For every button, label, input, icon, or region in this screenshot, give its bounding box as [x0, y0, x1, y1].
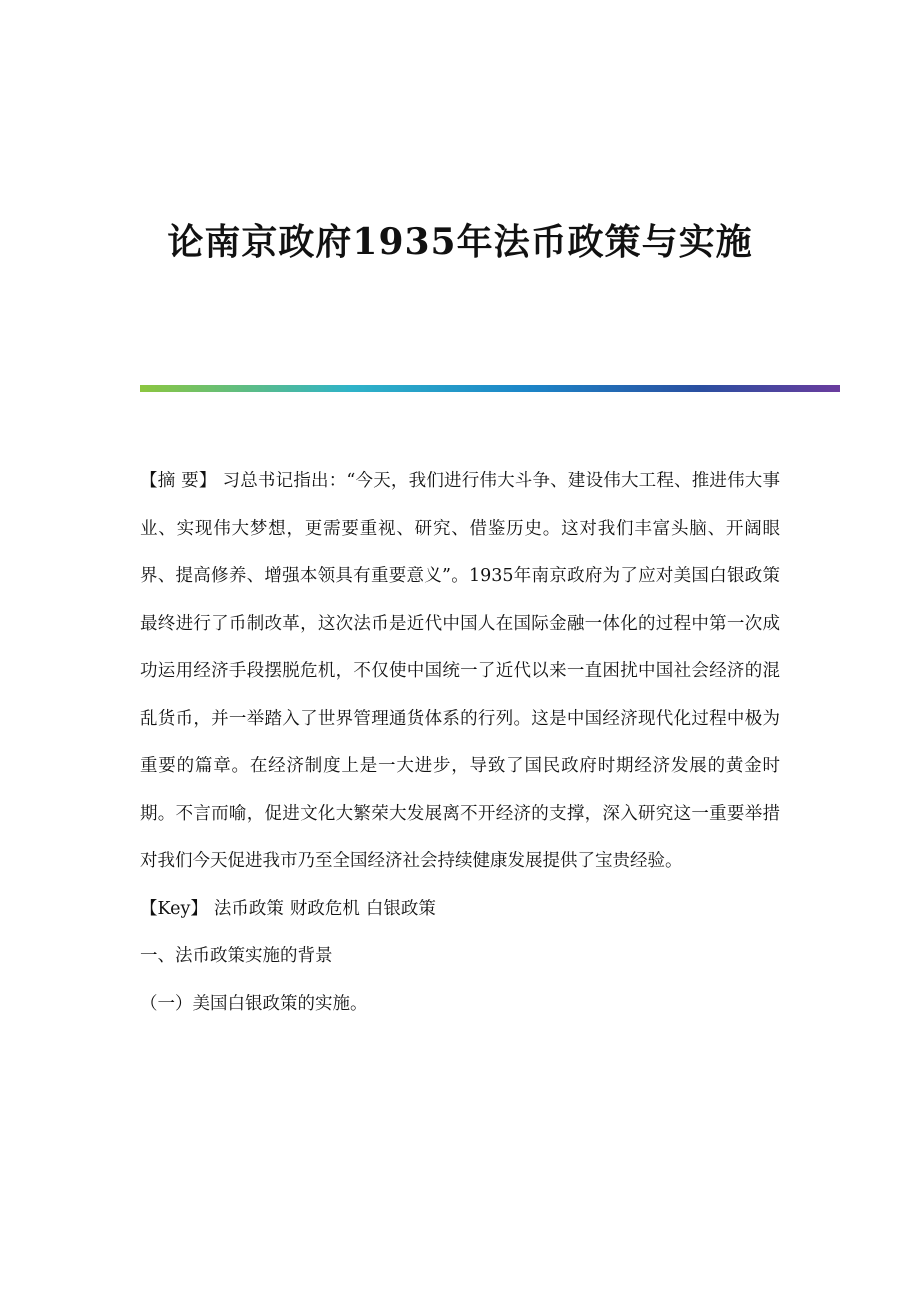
abstract-label: 【摘 要】	[140, 471, 217, 491]
page-title: 论南京政府1935年法币政策与实施	[167, 221, 753, 263]
keywords-label: 【Key】	[140, 898, 208, 919]
abstract-text: 习总书记指出：“今天，我们进行伟大斗争、建设伟大工程、推进伟大事业、实现伟大梦想，更需要重视、研究、借鉴历史。这对我们丰富头脑、开阔眼界、提高修养、增强本领具有重要意义”。1935年南京政府为了应对美国白银政策最终进行了币制改革，这次法币是近代中国人在国际金融一体化的过程中第一次成功运用经济手段摆脱危机，不仅使中国统一了近代以来一直困扰中国社会经济的混乱货币，并一举踏入了世界管理通货体系的行列。这是中国经济现代化过程中极为重要的篇章。在经济制度上是一大进步，导致了国民政府时期经济发展的黄金时期。不言而喻，促进文化大繁荣大发展离不开经济的支撑，深入研究这一重要举措对我们今天促进我市乃至全国经济社会持续健康发展提供了宝贵经验。	[140, 471, 781, 871]
keyword-item: 法币政策	[213, 898, 284, 919]
section-heading: 一、法币政策实施的背景	[140, 946, 333, 966]
keywords-line	[140, 886, 780, 934]
abstract-paragraph	[140, 458, 780, 886]
keyword-item: 白银政策	[365, 898, 436, 919]
document-body	[140, 458, 780, 1028]
title-divider	[140, 385, 840, 392]
subsection-heading: （一）美国白银政策的实施。	[140, 993, 368, 1014]
keyword-item: 财政危机	[289, 898, 360, 919]
